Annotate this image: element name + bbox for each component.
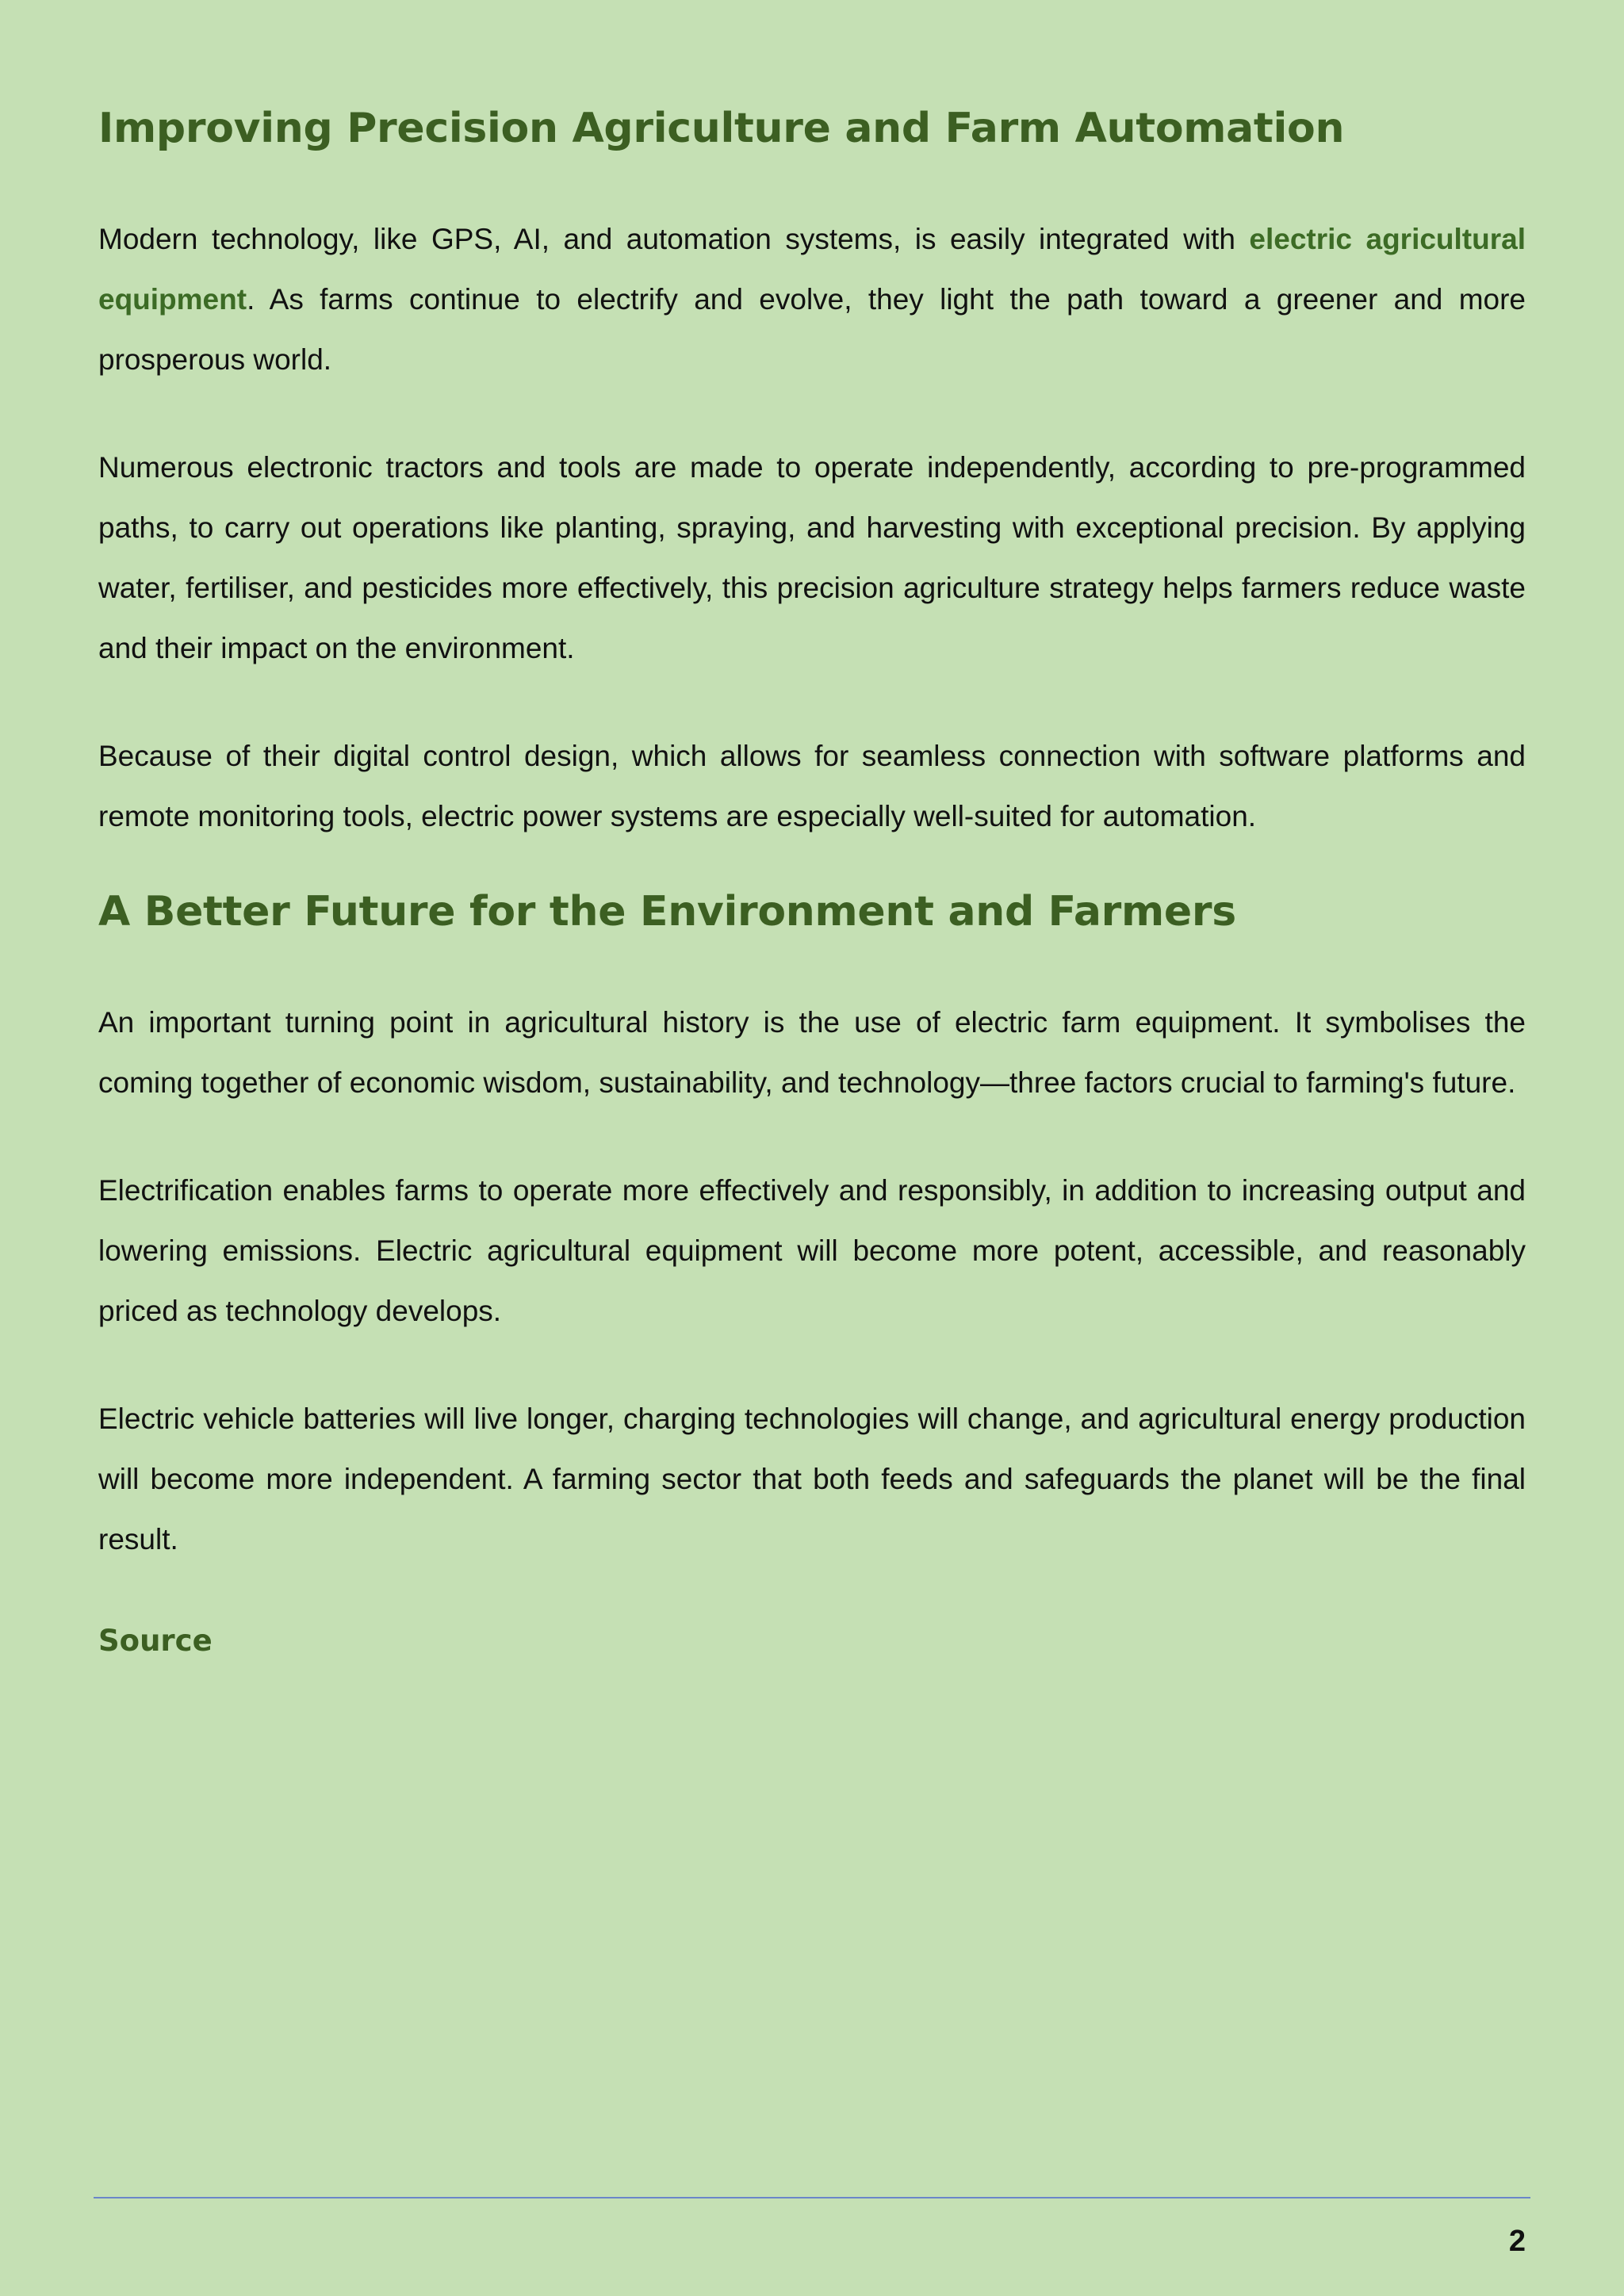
section-heading-better-future: A Better Future for the Environment and Farmers: [98, 888, 1236, 936]
paragraph-batteries: Electric vehicle batteries will live longer, charging technologies will change, and agricultural energy production will become more independent. A farming sector that both feeds and safeguards the planet will be the final result.: [98, 1402, 1526, 1556]
source-link[interactable]: Source: [98, 1624, 213, 1658]
paragraph-digital-control: Because of their digital control design, which allows for seamless connection with software platforms and remote monitoring tools, electric power systems are especially well-suited for automation.: [98, 740, 1526, 832]
paragraph-text: Modern technology, like GPS, AI, and automation systems, is easily integrated with: [98, 223, 1250, 255]
electric-agricultural-equipment-link[interactable]: electric agricultural equipment: [98, 223, 1526, 316]
page-content: [98, 95, 1526, 1665]
page-number: 2: [1508, 2225, 1526, 2258]
paragraph-modern-technology: [98, 209, 1526, 390]
paragraph-electrification: Electrification enables farms to operate more effectively and responsibly, in addition to increasing output and lowering emissions. Electric agricultural equipment will become more potent, accessible, and reasonably priced as technology develops.: [98, 1174, 1526, 1327]
paragraph-turning-point: An important turning point in agricultural history is the use of electric farm equipment. It symbolises the coming together of economic wisdom, sustainability, and technology—three factors crucial to farming's future.: [98, 1006, 1526, 1099]
footer-divider: [94, 2197, 1530, 2198]
paragraph-electronic-tractors: Numerous electronic tractors and tools are made to operate independently, according to pre-programmed paths, to carry out operations like planting, spraying, and harvesting with exceptional precision. By applying water, fertiliser, and pesticides more effectively, this precision agriculture strategy helps farmers reduce waste and their impact on the environment.: [98, 451, 1526, 664]
paragraph-text: . As farms continue to electrify and evolve, they light the path toward a greener and more prosperous world.: [98, 283, 1526, 376]
section-heading-precision-agriculture: Improving Precision Agriculture and Farm Automation: [98, 105, 1345, 152]
